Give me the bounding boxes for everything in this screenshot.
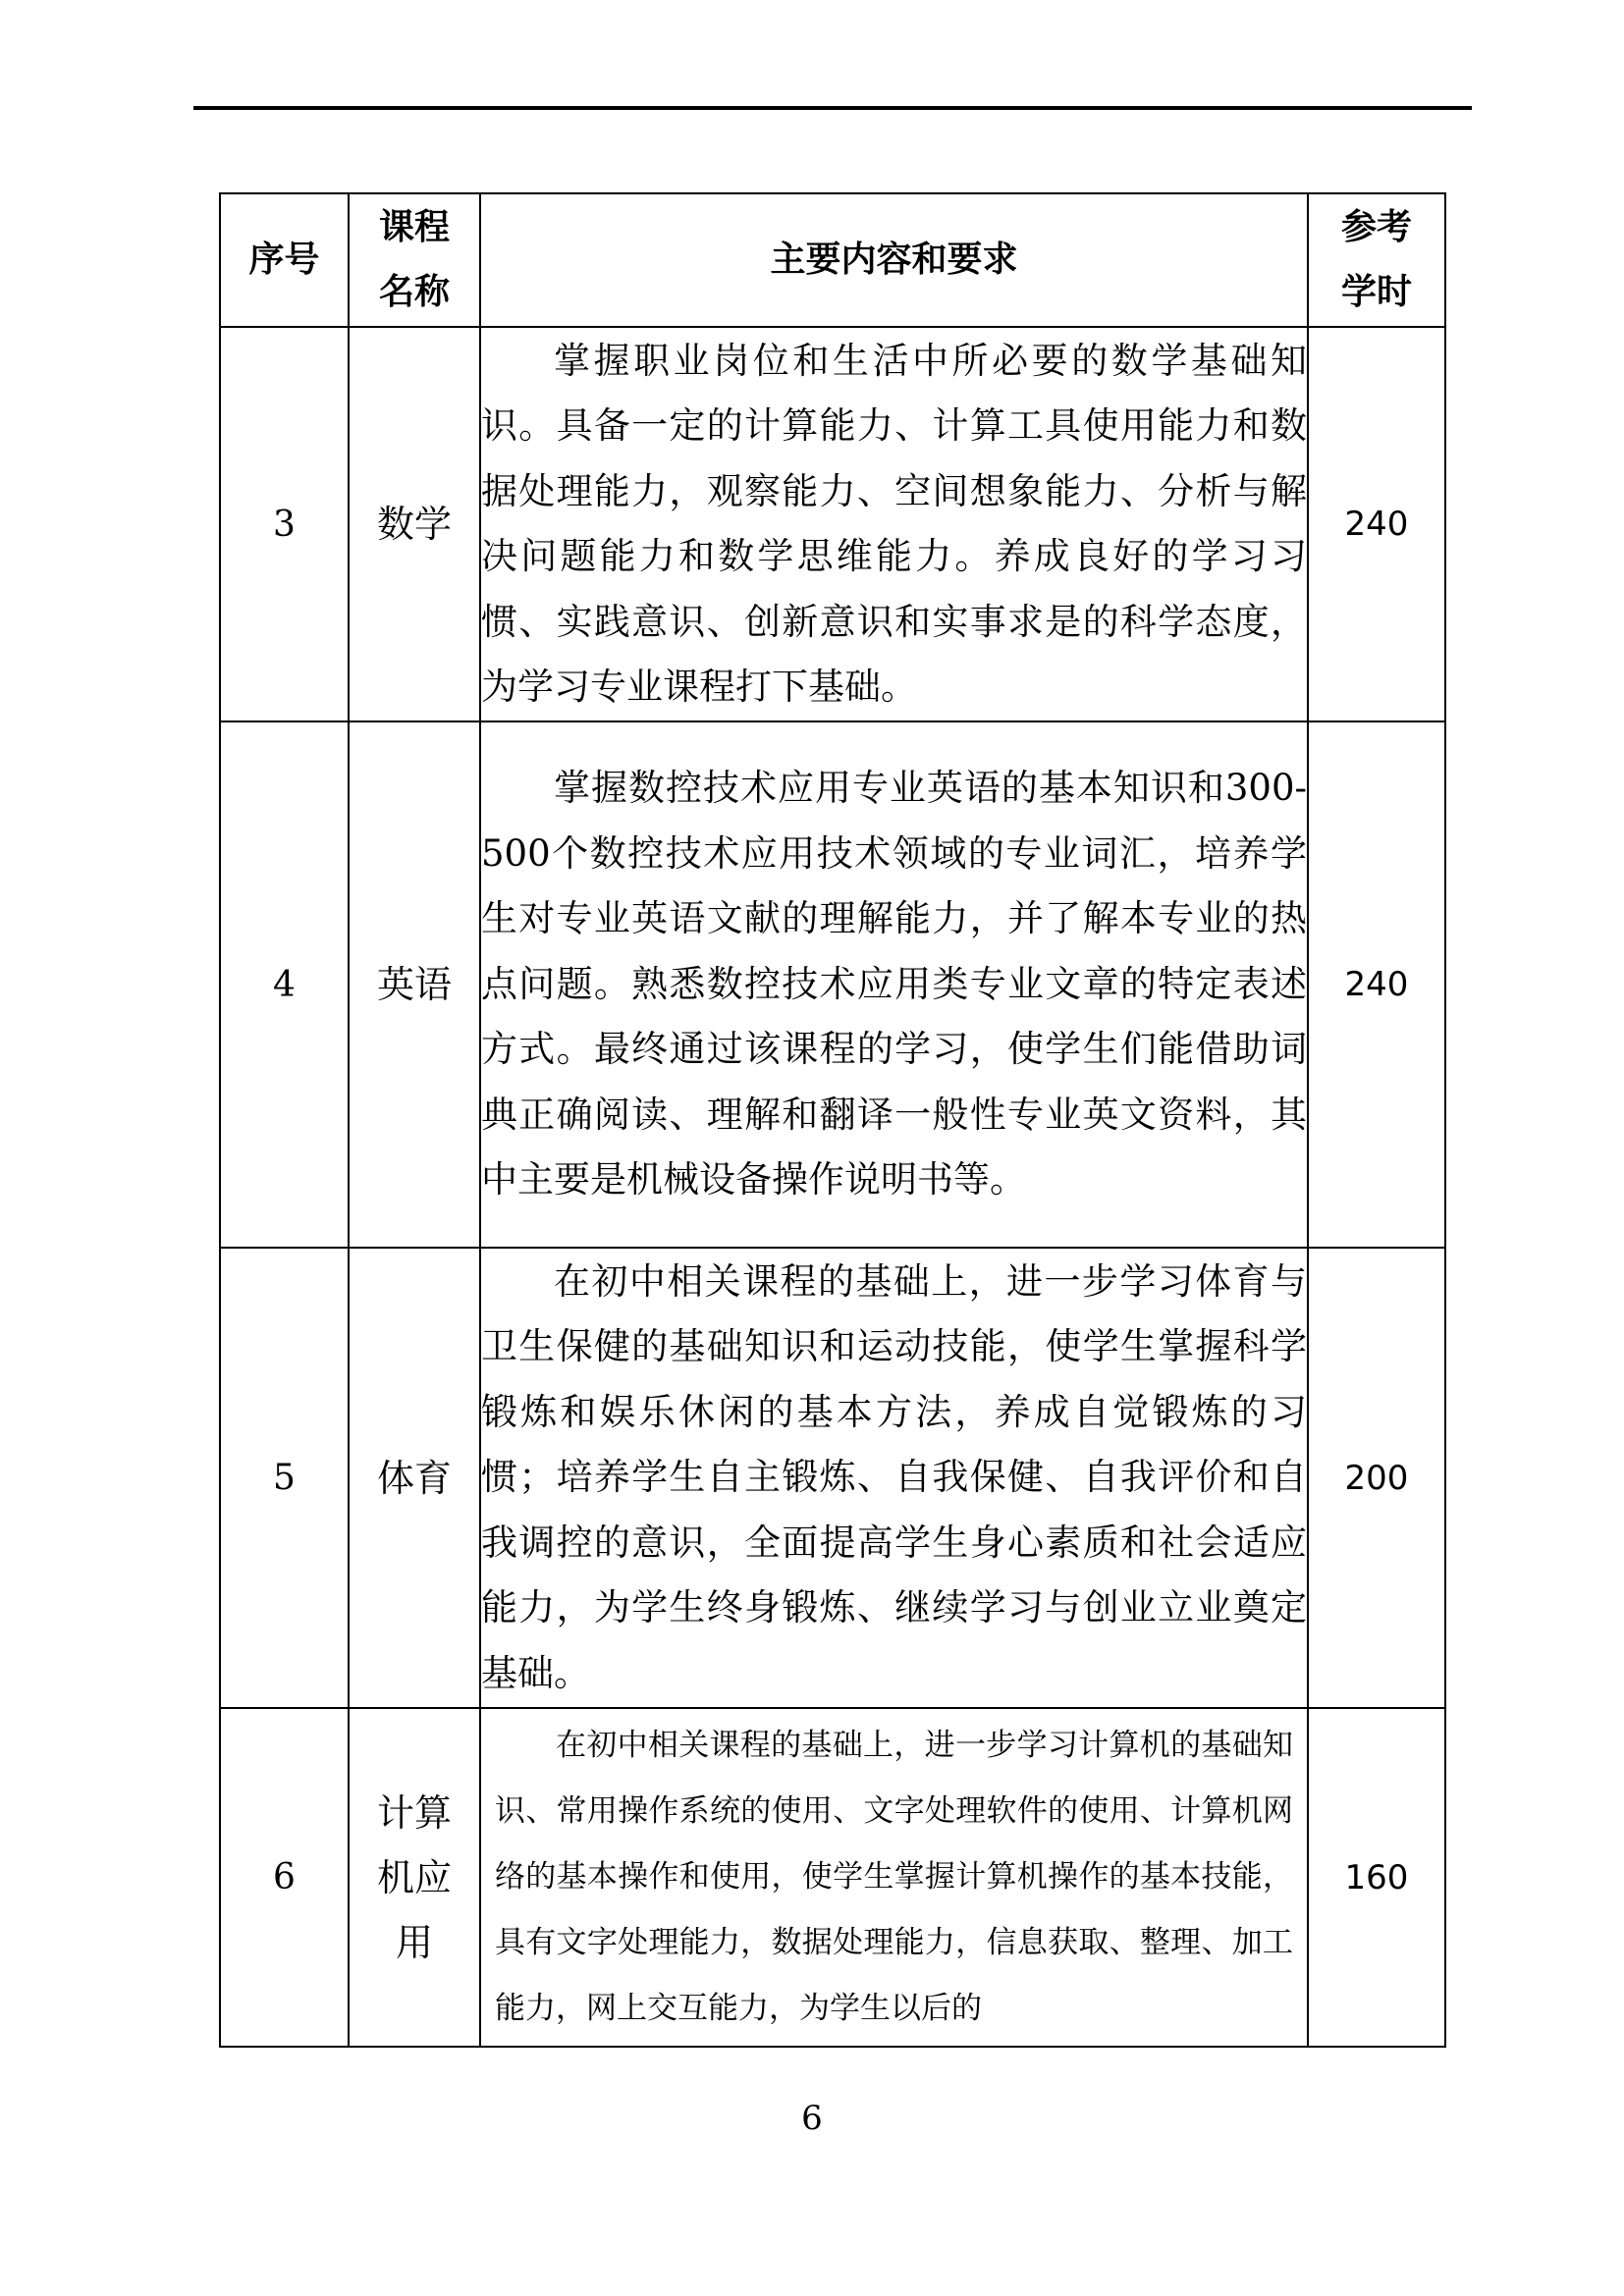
row-no: 5: [220, 1248, 349, 1708]
table-row: [220, 1708, 1445, 2047]
row-no: 4: [220, 721, 349, 1248]
table-header-row: [220, 193, 1445, 327]
row-no: 6: [220, 1708, 349, 2047]
header-name-text: 课程名称: [379, 207, 451, 312]
row-hours: 240: [1308, 327, 1445, 721]
header-no: 序号: [220, 193, 349, 327]
row-name: 体育: [349, 1248, 480, 1708]
course-table: [219, 192, 1446, 2048]
row-name: 英语: [349, 721, 480, 1248]
header-hours: [1308, 193, 1445, 327]
row-name: 数学: [349, 327, 480, 721]
row-content: 掌握数控技术应用专业英语的基本知识和300-500个数控技术应用技术领域的专业词汇，培养学生对专业英语文献的理解能力，并了解本专业的热点问题。熟悉数控技术应用类专业文章的特定表述方式。最终通过该课程的学习，使学生们能借助词典正确阅读、理解和翻译一般性专业英文资料，其中主要是机械设备操作说明书等。: [480, 721, 1308, 1248]
table-row: [220, 1248, 1445, 1708]
row-no: 3: [220, 327, 349, 721]
header-content: 主要内容和要求: [480, 193, 1308, 327]
header-name: [349, 193, 480, 327]
table-row: [220, 721, 1445, 1248]
row-name: [349, 1708, 480, 2047]
header-rule: [193, 106, 1472, 110]
row-hours: 200: [1308, 1248, 1445, 1708]
page-number: 6: [801, 2099, 823, 2138]
row-hours: 240: [1308, 721, 1445, 1248]
row-content: 在初中相关课程的基础上，进一步学习体育与卫生保健的基础知识和运动技能，使学生掌握科学锻炼和娱乐休闲的基本方法，养成自觉锻炼的习惯；培养学生自主锻炼、自我保健、自我评价和自我调控的意识，全面提高学生身心素质和社会适应能力，为学生终身锻炼、继续学习与创业立业奠定基础。: [480, 1248, 1308, 1708]
row-name-text: 计算机应用: [376, 1790, 452, 1964]
table-row: [220, 327, 1445, 721]
header-hours-text: 参考学时: [1341, 207, 1413, 312]
row-content: 掌握职业岗位和生活中所必要的数学基础知识。具备一定的计算能力、计算工具使用能力和数据处理能力，观察能力、空间想象能力、分析与解决问题能力和数学思维能力。养成良好的学习习惯、实践意识、创新意识和实事求是的科学态度，为学习专业课程打下基础。: [480, 327, 1308, 721]
row-content: 在初中相关课程的基础上，进一步学习计算机的基础知识、常用操作系统的使用、文字处理软件的使用、计算机网络的基本操作和使用，使学生掌握计算机操作的基本技能，具有文字处理能力，数据处理能力，信息获取、整理、加工能力，网上交互能力，为学生以后的: [480, 1708, 1308, 2047]
row-hours: 160: [1308, 1708, 1445, 2047]
